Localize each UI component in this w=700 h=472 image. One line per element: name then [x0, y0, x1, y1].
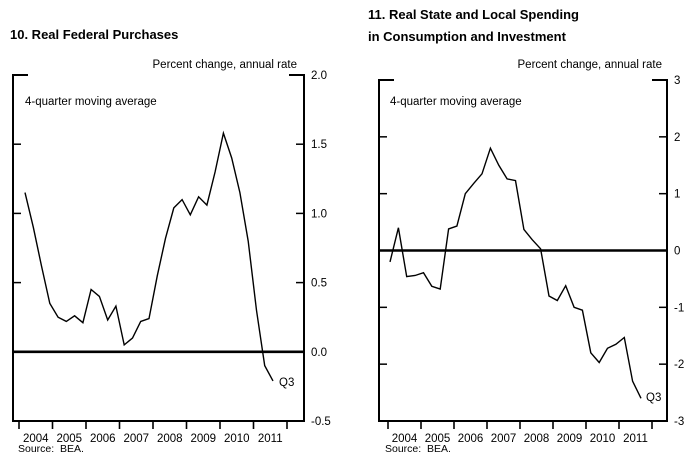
- x-year-label: 2011: [257, 433, 283, 445]
- y-tick-label: 2.0: [311, 70, 327, 82]
- source-note: Source: BEA.: [18, 443, 84, 455]
- x-year-label: 2009: [190, 433, 217, 445]
- chart-title-line-1: 11. Real State and Local Spending: [368, 7, 579, 22]
- y-tick-label: 0: [674, 245, 681, 258]
- x-year-label: 2008: [523, 433, 550, 445]
- y-axis-unit-label: Percent change, annual rate: [152, 59, 297, 71]
- x-year-label: 2005: [424, 433, 451, 445]
- y-tick-label: -2: [674, 359, 685, 372]
- x-year-label: 2010: [223, 433, 250, 445]
- source-note: Source: BEA.: [385, 443, 451, 455]
- last-point-label: Q3: [646, 392, 662, 404]
- y-tick-label: -0.5: [311, 416, 331, 428]
- y-tick-label: 1.0: [311, 208, 327, 221]
- x-year-label: 2007: [490, 433, 517, 445]
- chart-title: 10. Real Federal Purchases: [10, 27, 179, 42]
- last-point-label: Q3: [279, 377, 295, 389]
- y-tick-label: 2: [674, 131, 681, 144]
- x-year-label: 2004: [391, 433, 418, 445]
- x-year-label: 2010: [589, 433, 616, 445]
- data-line: [390, 148, 641, 398]
- y-tick-label: 1: [674, 188, 681, 201]
- x-year-label: 2005: [56, 433, 83, 445]
- y-tick-label: 3: [674, 75, 681, 87]
- moving-average-note: 4-quarter moving average: [390, 96, 522, 108]
- y-tick-label: 0.0: [311, 346, 327, 359]
- y-tick-label: -3: [674, 416, 685, 428]
- x-year-label: 2008: [156, 433, 183, 445]
- y-axis-unit-label: Percent change, annual rate: [517, 59, 662, 71]
- y-tick-label: 0.5: [311, 277, 327, 290]
- data-line: [25, 133, 273, 381]
- moving-average-note: 4-quarter moving average: [25, 96, 157, 108]
- y-tick-label: -1: [674, 302, 685, 315]
- x-year-label: 2007: [123, 433, 150, 445]
- x-year-label: 2006: [457, 433, 484, 445]
- x-year-label: 2011: [623, 433, 648, 445]
- y-tick-label: 1.5: [311, 139, 327, 152]
- x-year-label: 2004: [22, 433, 49, 445]
- chart-title-line-2: in Consumption and Investment: [368, 29, 566, 44]
- x-year-label: 2009: [556, 433, 583, 445]
- x-year-label: 2006: [89, 433, 116, 445]
